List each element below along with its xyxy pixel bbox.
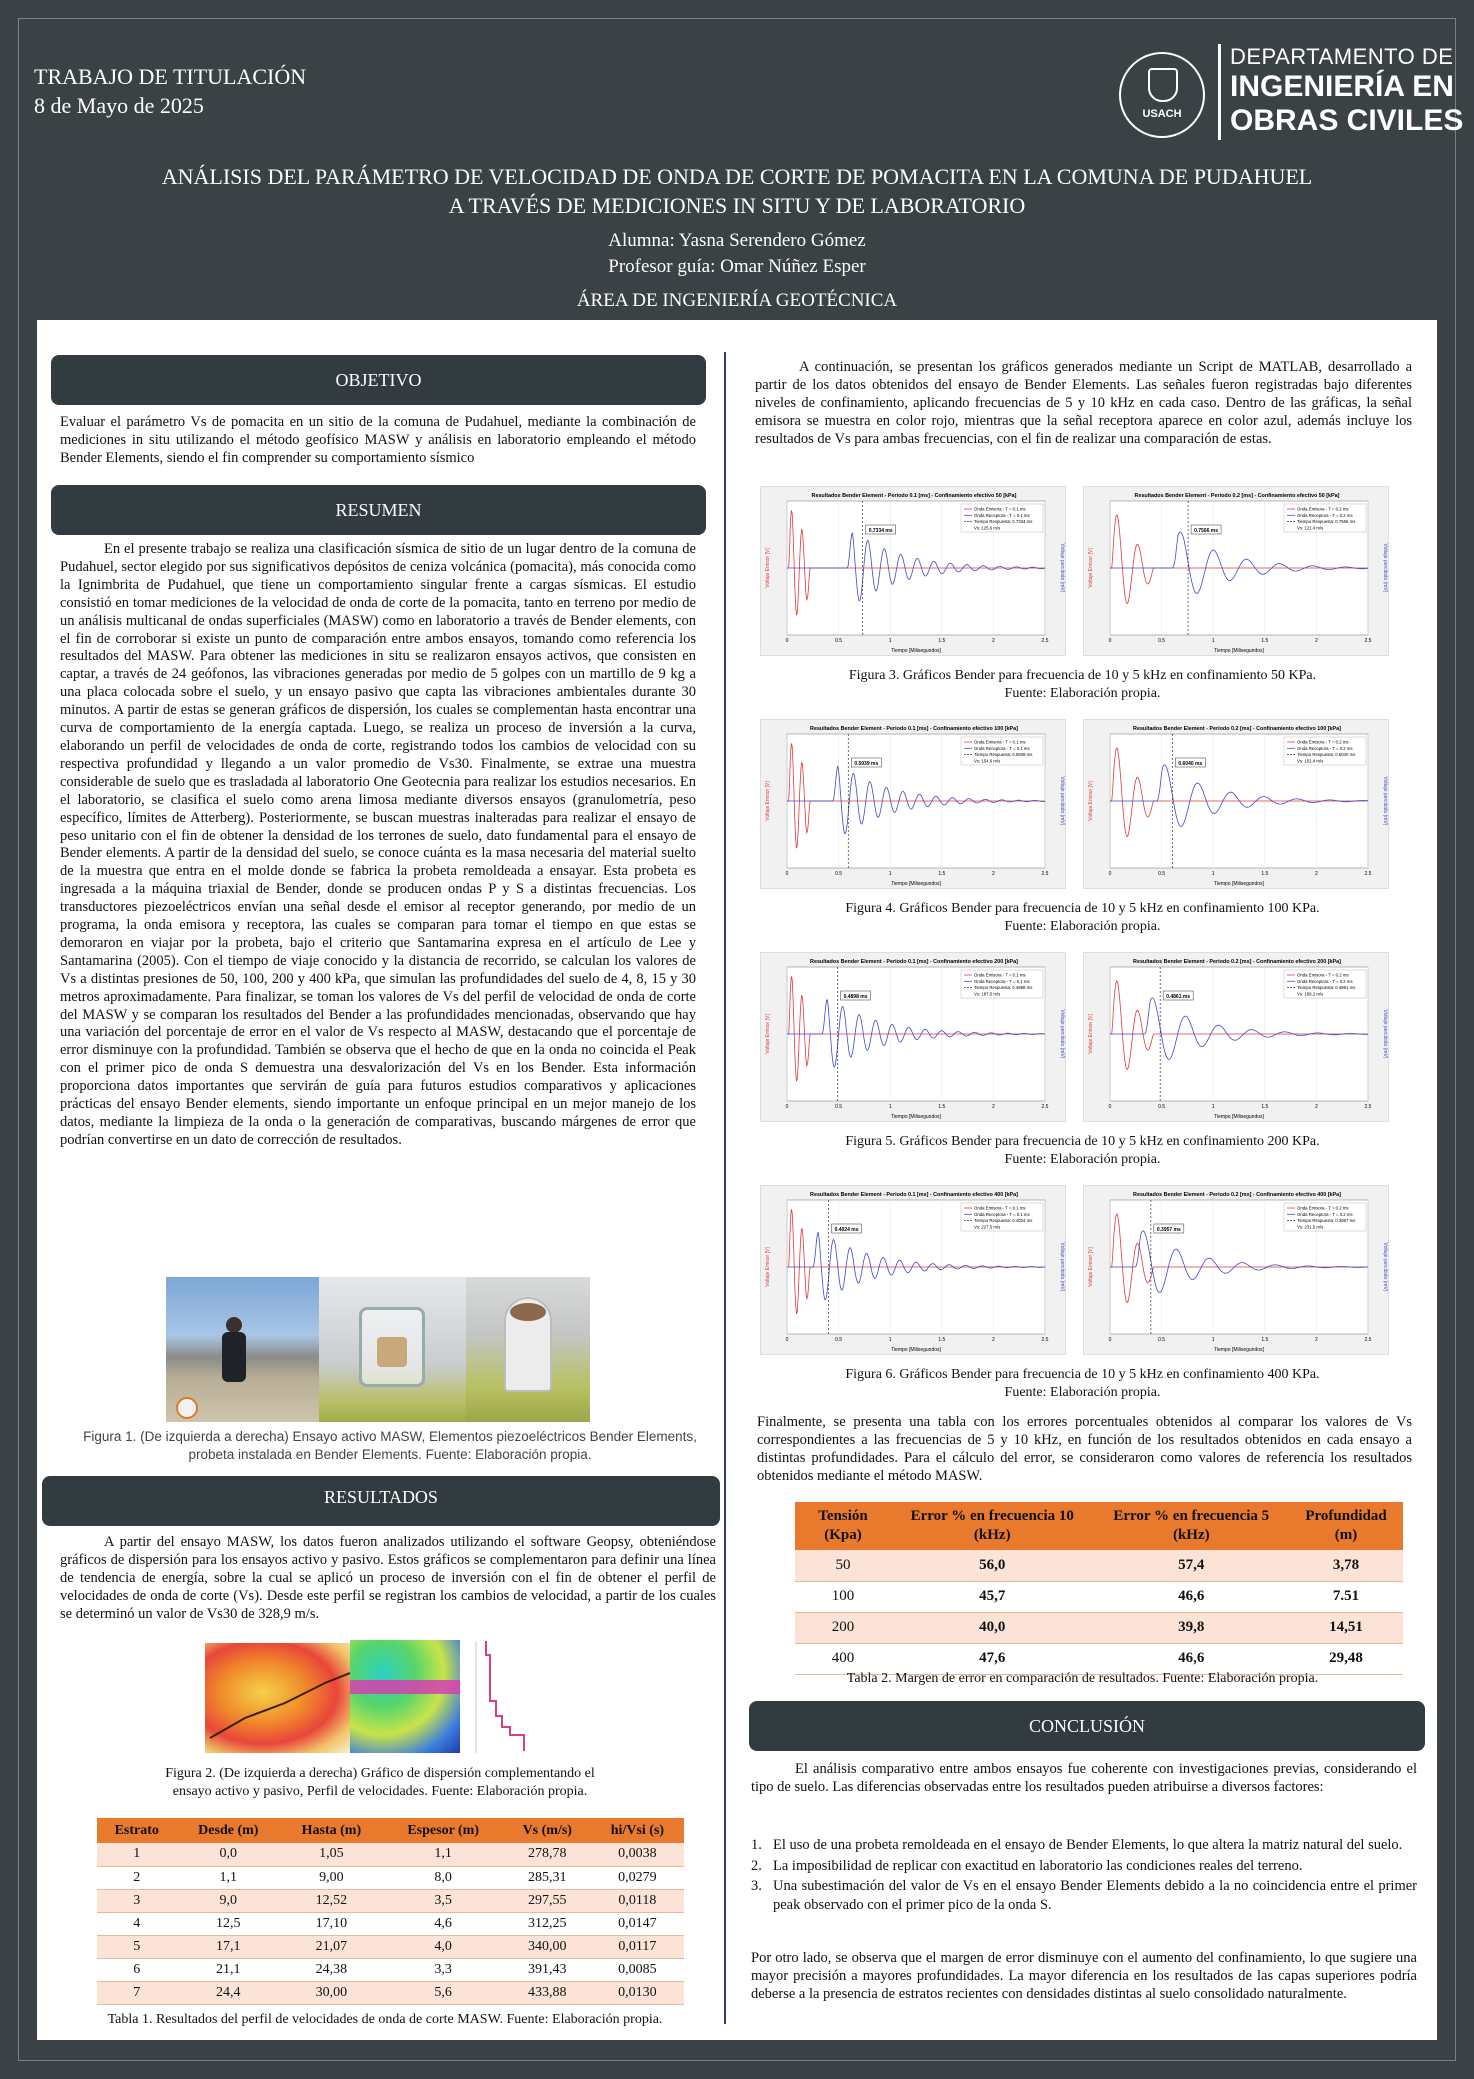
resultados-body: A partir del ensayo MASW, los datos fueron analizados utilizando el software Geopsy, obteniéndose gráficos de dispersión para los ensayos activo y pasivo. Estos gráficos se complementaron para definir una línea de tendencia de energía, sobre la cual se aplicó un proceso de inversión con el fin de obtener el perfil de velocidades de onda de corte (Vs). Desde este perfil se registran los cambios de velocidad, a partir de los cuales se determinó un valor de Vs30 de 328,9 m/s. (60, 1534, 716, 1622)
table1-header-cell: Estrato (97, 1818, 176, 1843)
conclusion-intro (751, 1761, 1417, 1797)
legend-entry: Tiempo Respuesta: 0.7566 ms (1297, 519, 1356, 525)
x-axis-label: Tiempo [Milisegundos] (1214, 881, 1264, 887)
legend-entry: Vs: 189.2 m/s (1297, 991, 1324, 997)
table-row (97, 1843, 684, 1866)
fig4-caption (760, 900, 1405, 936)
table2-header-cell: Error % en frecuencia 5 (kHz) (1094, 1502, 1290, 1550)
table2-cell: 14,51 (1289, 1612, 1403, 1643)
photo-masw-field (166, 1277, 319, 1422)
arrival-marker-label: 0.3957 ms (1156, 1227, 1181, 1233)
title-line-1: ANÁLISIS DEL PARÁMETRO DE VELOCIDAD DE ONDA DE CORTE DE POMACITA EN LA COMUNA DE PUDAHUEL (161, 164, 1313, 189)
fig5-caption-line-2: Fuente: Elaboración propia. (1004, 1152, 1161, 1167)
table1-cell: 9,00 (280, 1866, 383, 1889)
table1-cell: 340,00 (504, 1935, 591, 1958)
x-tick-label: 2 (1315, 871, 1318, 877)
x-tick-label: 0.5 (1158, 1337, 1166, 1343)
photo-piezo-elements (319, 1277, 466, 1422)
x-tick-label: 1.5 (938, 1104, 946, 1110)
table1-cell: 24,4 (176, 1981, 280, 2004)
x-tick-label: 0.5 (1158, 638, 1166, 644)
y-axis-label-right: Voltaje percibido (mV) (1382, 543, 1388, 593)
conclusion-intro-body: El análisis comparativo entre ambos ensayos fue coherente con investigaciones previas, considerando el tipo de suelo. Las diferencias observadas entre los resultados pueden atribuirse a diversos factores: (751, 1761, 1417, 1795)
fig6-caption-line-2: Fuente: Elaboración propia. (1004, 1385, 1161, 1400)
table2-cell: 200 (795, 1612, 891, 1643)
table-row (795, 1581, 1403, 1612)
list-item-text: La imposibilidad de replicar con exactitud en laboratorio las condiciones reales del terreno. (773, 1857, 1303, 1874)
table1-cell: 3 (97, 1889, 176, 1912)
x-axis-label: Tiempo [Milisegundos] (1214, 1347, 1264, 1353)
area-label: ÁREA DE INGENIERÍA GEOTÉCNICA (576, 290, 898, 311)
legend-entry: Onda Receptora - T = 0.2 ms (1297, 1211, 1353, 1217)
table-row (97, 1958, 684, 1981)
x-tick-label: 0 (1108, 1337, 1112, 1343)
table1-cell: 4 (97, 1912, 176, 1935)
table1-header-cell: Desde (m) (176, 1818, 280, 1843)
legend-entry: Tiempo Respuesta: 0.3957 ms (1297, 1218, 1356, 1224)
x-tick-label: 0 (785, 1337, 789, 1343)
masw-velocity-table (97, 1818, 684, 2005)
y-axis-label-right: Voltaje percibido (mV) (1059, 776, 1065, 826)
table1-cell: 4,0 (383, 1935, 504, 1958)
x-tick-label: 2 (1315, 1104, 1318, 1110)
legend-entry: Tiempo Respuesta: 0.7334 ms (974, 519, 1033, 525)
dispersion-passive-image (350, 1640, 460, 1753)
table2-cell: 29,48 (1289, 1643, 1403, 1674)
date-label: 8 de Mayo de 2025 (34, 93, 204, 118)
x-tick-label: 0.5 (1158, 1104, 1166, 1110)
table1-cell: 8,0 (383, 1866, 504, 1889)
y-axis-label-right: Voltaje percibido (mV) (1382, 1242, 1388, 1292)
bender-chart (1083, 1185, 1389, 1355)
list-number: 1. (751, 1837, 762, 1853)
bender-chart (760, 952, 1066, 1122)
table-row (97, 1981, 684, 2004)
conclusion-heading: CONCLUSIÓN (749, 1701, 1425, 1751)
conclusion-list (751, 1836, 1417, 1916)
student-name: Alumna: Yasna Serendero Gómez (608, 230, 866, 251)
list-number: 2. (751, 1857, 762, 1874)
table1-header-cell: Hasta (m) (280, 1818, 383, 1843)
usach-logo (1119, 52, 1205, 138)
resultados-heading: RESULTADOS (42, 1476, 720, 1526)
fig2-caption-line-1: Figura 2. (De izquierda a derecha) Gráfico de dispersión complementando el (165, 1766, 595, 1781)
legend-entry: Tiempo Respuesta: 0.4861 ms (1297, 985, 1356, 991)
table1-cell: 17,10 (280, 1912, 383, 1935)
objetivo-heading: OBJETIVO (51, 355, 706, 405)
title-line-2: A TRAVÉS DE MEDICIONES IN SITU Y DE LABORATORIO (448, 193, 1026, 218)
resumen-body: En el presente trabajo se realiza una clasificación sísmica de sitio de un lugar dentro de la comuna de Pudahuel, sector elegido por sus significativos depósitos de ceniza volcánica (pomacita), más conocida como la Ignimbrita de Pudahuel, que tiene un comportamiento singular frente a cargas sísmicas. El estudio consistió en tomar mediciones de la velocidad de onda de corte de la pomacita, tanto en terreno por medio de un análisis multicanal de ondas superficiales (MASW) como en laboratorio a través de Bender elements, con el fin de corroborar si existe un punto de comparación entre ambos ensayos, tomando como referencia los resultados del MASW. Para obtener las mediciones in situ se realizaron ensayos activos, que consisten en captar, a través de 24 geófonos, las vibraciones generadas por medio de 5 golpes con un martillo de 9 kg a una placa colocada sobre el suelo, y un ensayo pasivo que capta las vibraciones ambientales durante 30 minutos. A partir de estas se generan gráficos de dispersión, los cuales se complementan hasta encontrar una curva de comportamiento de la energía captada. Luego, se realiza un proceso de inversión a la curva, elaborando un perfil de velocidades de onda de corte, registrando todos los cambios de velocidad con su respectiva profundidad y llegando a un valor promedio de Vs30. Finalmente, se extrae una muestra considerable de suelo que es trasladada al laboratorio One Geotecnia para realizar los estudios necesarios. En el laboratorio, se clasifica el suelo como arena limosa mediante diversos ensayos (granulometría, peso específico, límites de Atterberg). Posteriormente, se buscan muestras inalteradas para realizar el ensayo de peso unitario con el fin de obtener la densidad de los terrones de suelo, dato fundamental para el ensayo de Bender elements. A partir de la densidad del suelo, se conoce cuánta es la masa necesaria del material suelto de la muestra que entra en el molde donde se fabrica la probeta remoldeada a ensayar. Esta probeta es ingresada a la máquina triaxial de Bender, donde se producen ondas P y S a distintas frecuencias. Los transductores piezoeléctricos envían una señal desde el emisor al receptor generando, por medio de un programa, la onda emisora y receptora, las cuales se comparan para tomar el tiempo en que estas se demoraron en viajar por la probeta, bajo el criterio que Santamarina expresa en el artículo de Lee y Santamarina (2005). Con el tiempo de viaje conocido y la distancia de recorrido, se calculan los valores de Vs a distintas presiones de 50, 100, 200 y 400 kPa, que simulan las profundidades del suelo de 4, 8, 15 y 30 metros aproximadamente. Para finalizar, se toman los valores de Vs del perfil de velocidad de onda de corte del MASW y se comparan los resultados del Bender a las profundidades mencionadas, observando que hay una variación del porcentaje de error en el valor de Vs respecto al MASW, destacando que el porcentaje de error disminuye con la profundidad. También se observa que el hecho de que en la onda no coincida el Peak con el primer pico de onda S demuestra una desvalorización del Vs en los Bender. Esta información proporciona datos importantes que servirán de guía para futuros estudios comparativos y aplicaciones prácticas del ensayo Bender elements, siendo importante un enfoque principal en un mejor manejo de los datos, mediante la limpieza de la onda o la generación de comparativas, buscando márgenes de error que podrían convertirse en un dato de corrección de resultados. (60, 541, 696, 1148)
x-tick-label: 2.5 (1364, 1104, 1372, 1110)
list-item (751, 1857, 1417, 1876)
chart-title: Resultados Bender Element - Periodo 0.1 [ms] - Confinamiento efectivo 50 [kPa] (811, 493, 1017, 499)
x-axis-label: Tiempo [Milisegundos] (1214, 648, 1264, 654)
table2-cell: 39,8 (1094, 1612, 1290, 1643)
table-row (795, 1612, 1403, 1643)
legend-entry: Onda Emisora - T = 0.1 ms (974, 972, 1026, 978)
x-tick-label: 1 (888, 1104, 892, 1110)
table1-cell: 1,1 (176, 1866, 280, 1889)
legend-entry: Vs: 152.4 m/s (1297, 758, 1324, 764)
legend-entry: Vs: 154.6 m/s (974, 758, 1001, 764)
chart-title: Resultados Bender Element - Periodo 0.1 [ms] - Confinamiento efectivo 200 [kPa] (810, 959, 1018, 965)
bender-chart (1083, 719, 1389, 889)
advisor-name: Profesor guía: Omar Núñez Esper (608, 256, 866, 277)
x-tick-label: 1.5 (938, 871, 946, 877)
table1-cell: 1 (97, 1843, 176, 1866)
y-axis-label-right: Voltaje percibido (mV) (1059, 1242, 1065, 1292)
y-axis-label-left: Voltaje Emisor [V] (1088, 1247, 1094, 1287)
table-row (97, 1889, 684, 1912)
table2-cell: 47,6 (891, 1643, 1094, 1674)
x-tick-label: 0 (785, 871, 789, 877)
legend-entry: Onda Emisora - T = 0.2 ms (1297, 739, 1349, 745)
legend-entry: Onda Receptora - T = 0.1 ms (974, 512, 1030, 518)
x-tick-label: 0.5 (835, 638, 843, 644)
list-item-text: El uso de una probeta remoldeada en el ensayo de Bender Elements, lo que altera la matriz natural del suelo. (773, 1837, 1403, 1853)
arrival-marker-label: 0.4861 ms (1166, 994, 1191, 1000)
table1-cell: 6 (97, 1958, 176, 1981)
bender-chart (760, 719, 1066, 889)
x-tick-label: 2 (992, 1337, 995, 1343)
dept-line-1: DEPARTAMENTO DE (1230, 44, 1454, 69)
fig5-caption-line-1: Figura 5. Gráficos Bender para frecuencia de 10 y 5 kHz en confinamiento 200 KPa. (845, 1134, 1320, 1149)
x-tick-label: 0 (785, 1104, 789, 1110)
list-item-text: Una subestimación del valor de Vs en el ensayo Bender Elements debido a la no coincidencia entre el primer peak observado con el primer pico de la onda S. (773, 1878, 1417, 1913)
table1-header-cell: Vs (m/s) (504, 1818, 591, 1843)
x-tick-label: 2.5 (1041, 1337, 1049, 1343)
table1-cell: 5,6 (383, 1981, 504, 2004)
table2-cell: 56,0 (891, 1550, 1094, 1581)
table1-cell: 9,0 (176, 1889, 280, 1912)
fig3-caption-line-1: Figura 3. Gráficos Bender para frecuencia de 10 y 5 kHz en confinamiento 50 KPa. (848, 668, 1317, 683)
table2-cell: 50 (795, 1550, 891, 1581)
x-tick-label: 1 (888, 871, 892, 877)
table1-cell: 0,0118 (591, 1889, 684, 1912)
table1-cell: 24,38 (280, 1958, 383, 1981)
list-item (751, 1877, 1417, 1914)
x-tick-label: 2.5 (1364, 638, 1372, 644)
x-tick-label: 1 (1211, 1337, 1215, 1343)
x-tick-label: 2.5 (1041, 638, 1049, 644)
x-axis-label: Tiempo [Milisegundos] (1214, 1114, 1264, 1120)
x-tick-label: 1 (888, 638, 892, 644)
x-axis-label: Tiempo [Milisegundos] (891, 648, 941, 654)
y-axis-label-left: Voltaje Emisor [V] (765, 1247, 771, 1287)
velocity-profile-chart (472, 1641, 552, 1753)
legend-entry: Vs: 121.4 m/s (1297, 525, 1324, 531)
header-left (34, 62, 306, 120)
chart-title: Resultados Bender Element - Periodo 0.2 [ms] - Confinamiento efectivo 50 [kPa] (1134, 493, 1340, 499)
fig3-caption-line-2: Fuente: Elaboración propia. (1004, 686, 1161, 701)
table1-header-cell: hi/Vsi (s) (591, 1818, 684, 1843)
x-tick-label: 0 (1108, 1104, 1112, 1110)
y-axis-label-left: Voltaje Emisor [V] (765, 1014, 771, 1054)
table2-header-cell: Profundidad (m) (1289, 1502, 1403, 1550)
table2-cell: 100 (795, 1581, 891, 1612)
arrival-marker-label: 0.6040 ms (1178, 761, 1203, 767)
x-tick-label: 1.5 (1261, 871, 1269, 877)
table1-cell: 278,78 (504, 1843, 591, 1866)
table1-caption: Tabla 1. Resultados del perfil de velocidades de onda de corte MASW. Fuente: Elaboración propia. (107, 2012, 663, 2027)
photo-probeta-bender (466, 1277, 590, 1422)
fig6-caption (760, 1366, 1405, 1402)
table1-cell: 5 (97, 1935, 176, 1958)
fig3-caption (760, 667, 1405, 703)
y-axis-label-right: Voltaje percibido (mV) (1382, 776, 1388, 826)
fig6-caption-line-1: Figura 6. Gráficos Bender para frecuencia de 10 y 5 kHz en confinamiento 400 KPa. (845, 1367, 1320, 1382)
fig5-caption (760, 1133, 1405, 1169)
table1-cell: 3,3 (383, 1958, 504, 1981)
table1-cell: 1,05 (280, 1843, 383, 1866)
chart-title: Resultados Bender Element - Periodo 0.2 [ms] - Confinamiento efectivo 400 [kPa] (1133, 1192, 1341, 1198)
x-tick-label: 2 (992, 871, 995, 877)
table-row (97, 1935, 684, 1958)
x-tick-label: 1 (1211, 871, 1215, 877)
poster-title (0, 162, 1474, 220)
right-intro-text (755, 359, 1412, 449)
x-tick-label: 2.5 (1364, 871, 1372, 877)
table2-cell: 46,6 (1094, 1643, 1290, 1674)
table1-cell: 7 (97, 1981, 176, 2004)
table1-cell: 285,31 (504, 1866, 591, 1889)
legend-entry: Onda Emisora - T = 0.1 ms (974, 506, 1026, 512)
department-logo-text (1230, 46, 1463, 136)
right-intro-body: A continuación, se presentan los gráficos generados mediante un Script de MATLAB, desarrollado a partir de los datos obtenidos del ensayo de Bender Elements. Las señales fueron registradas bajo diferentes niveles de confinamiento, aplicando frecuencias de 5 y 10 kHz en cada caso. Dentro de las gráficas, la señal emisora se muestra en color rojo, mientras que la señal receptora aparece en color azul, además incluye los resultados de Vs para ambas frecuencias, con el fin de realizar una comparación de estas. (755, 359, 1412, 447)
bender-chart (1083, 486, 1389, 656)
legend-entry: Vs: 227.5 m/s (974, 1224, 1001, 1230)
dept-line-3: OBRAS CIVILES (1230, 104, 1464, 137)
legend-entry: Vs: 125.6 m/s (974, 525, 1001, 531)
legend-entry: Onda Receptora - T = 0.2 ms (1297, 978, 1353, 984)
dept-line-2: INGENIERÍA EN (1230, 70, 1454, 103)
bender-chart (1083, 952, 1389, 1122)
x-tick-label: 0.5 (835, 1337, 843, 1343)
program-label: TRABAJO DE TITULACIÓN (34, 64, 307, 89)
x-tick-label: 0 (785, 638, 789, 644)
list-item (751, 1836, 1417, 1855)
x-tick-label: 2.5 (1041, 871, 1049, 877)
x-tick-label: 1.5 (938, 638, 946, 644)
chart-title: Resultados Bender Element - Periodo 0.1 [ms] - Confinamiento efectivo 400 [kPa] (810, 1192, 1018, 1198)
table1-cell: 0,0130 (591, 1981, 684, 2004)
y-axis-label-left: Voltaje Emisor [V] (1088, 548, 1094, 588)
x-tick-label: 1.5 (1261, 638, 1269, 644)
table1-cell: 2 (97, 1866, 176, 1889)
table2-cell: 40,0 (891, 1612, 1094, 1643)
table2-cell: 45,7 (891, 1581, 1094, 1612)
y-axis-label-left: Voltaje Emisor [V] (1088, 1014, 1094, 1054)
logo-text: USACH (1142, 108, 1182, 120)
arrival-marker-label: 0.7334 ms (868, 528, 893, 534)
table1-cell: 3,5 (383, 1889, 504, 1912)
legend-entry: Onda Emisora - T = 0.1 ms (974, 1205, 1026, 1211)
table1-cell: 0,0279 (591, 1866, 684, 1889)
list-number: 3. (751, 1878, 762, 1894)
x-tick-label: 2 (1315, 638, 1318, 644)
legend-entry: Vs: 187.5 m/s (974, 991, 1001, 997)
legend-entry: Tiempo Respuesta: 0.4898 ms (974, 985, 1033, 991)
table-row (97, 1912, 684, 1935)
final-text: Finalmente, se presenta una tabla con los errores porcentuales obtenidos al comparar los valores de Vs correspondientes a las frecuencias de 5 y 10 kHz, en función de los resultados obtenidos en cada ensayo a distintas profundidades. Para el cálculo del error, se consideraron como valores de referencia los resultados obtenidos mediante el método MASW. (757, 1414, 1412, 1484)
table1-header-cell: Espesor (m) (383, 1818, 504, 1843)
legend-entry: Onda Receptora - T = 0.1 ms (974, 745, 1030, 751)
arrival-marker-label: 0.7566 ms (1194, 528, 1219, 534)
y-axis-label-left: Voltaje Emisor [V] (765, 548, 771, 588)
x-axis-label: Tiempo [Milisegundos] (891, 1114, 941, 1120)
resumen-text (60, 541, 696, 1150)
authors (0, 228, 1474, 280)
fig4-caption-line-1: Figura 4. Gráficos Bender para frecuencia de 10 y 5 kHz en confinamiento 100 KPa. (845, 901, 1320, 916)
fig2-caption-line-2: ensayo activo y pasivo, Perfil de velocidades. Fuente: Elaboración propia. (172, 1784, 588, 1799)
bender-chart (760, 486, 1066, 656)
table1-cell: 17,1 (176, 1935, 280, 1958)
x-tick-label: 2.5 (1041, 1104, 1049, 1110)
table2-header-cell: Error % en frecuencia 10 (kHz) (891, 1502, 1094, 1550)
fig4-caption-line-2: Fuente: Elaboración propia. (1004, 919, 1161, 934)
x-tick-label: 0.5 (1158, 871, 1166, 877)
legend-entry: Onda Receptora - T = 0.2 ms (1297, 512, 1353, 518)
resumen-heading: RESUMEN (51, 485, 706, 535)
column-divider (724, 352, 726, 2024)
legend-entry: Onda Receptora - T = 0.2 ms (1297, 745, 1353, 751)
table1-cell: 1,1 (383, 1843, 504, 1866)
objetivo-text: Evaluar el parámetro Vs de pomacita en un sitio de la comuna de Pudahuel, mediante la combinación de mediciones in situ utilizando el método geofísico MASW y análisis en laboratorio empleando el método Bender Elements, siendo el fin comprender su comportamiento sísmico (60, 414, 696, 466)
chart-title: Resultados Bender Element - Periodo 0.2 [ms] - Confinamiento efectivo 100 [kPa] (1133, 726, 1341, 732)
table1-cell: 21,07 (280, 1935, 383, 1958)
x-tick-label: 2 (992, 638, 995, 644)
fig2-caption (100, 1765, 660, 1801)
chart-title: Resultados Bender Element - Periodo 0.2 [ms] - Confinamiento efectivo 200 [kPa] (1133, 959, 1341, 965)
table-row (795, 1550, 1403, 1581)
table1-cell: 12,5 (176, 1912, 280, 1935)
table1-cell: 12,52 (280, 1889, 383, 1912)
legend-entry: Vs: 231.5 m/s (1297, 1224, 1324, 1230)
table2-cell: 57,4 (1094, 1550, 1290, 1581)
table1-cell: 0,0147 (591, 1912, 684, 1935)
x-tick-label: 1.5 (1261, 1104, 1269, 1110)
x-tick-label: 0 (1108, 638, 1112, 644)
arrival-marker-label: 0.4898 ms (843, 994, 868, 1000)
table1-cell: 391,43 (504, 1958, 591, 1981)
table2-header-cell: Tensión (Kpa) (795, 1502, 891, 1550)
x-tick-label: 2.5 (1364, 1337, 1372, 1343)
x-axis-label: Tiempo [Milisegundos] (891, 1347, 941, 1353)
legend-entry: Tiempo Respuesta: 0.6040 ms (1297, 752, 1356, 758)
x-tick-label: 2 (1315, 1337, 1318, 1343)
y-axis-label-left: Voltaje Emisor [V] (765, 781, 771, 821)
chart-title: Resultados Bender Element - Periodo 0.1 [ms] - Confinamiento efectivo 100 [kPa] (810, 726, 1018, 732)
table1-cell: 21,1 (176, 1958, 280, 1981)
y-axis-label-right: Voltaje percibido (mV) (1059, 1009, 1065, 1059)
table1-cell: 297,55 (504, 1889, 591, 1912)
bender-chart (760, 1185, 1066, 1355)
table1-cell: 0,0085 (591, 1958, 684, 1981)
x-tick-label: 1.5 (938, 1337, 946, 1343)
arrival-marker-label: 0.4024 ms (834, 1227, 859, 1233)
table2-cell: 46,6 (1094, 1581, 1290, 1612)
x-tick-label: 1 (1211, 1104, 1215, 1110)
legend-entry: Onda Emisora - T = 0.2 ms (1297, 972, 1349, 978)
legend-entry: Onda Emisora - T = 0.2 ms (1297, 1205, 1349, 1211)
x-tick-label: 1 (888, 1337, 892, 1343)
table-row (97, 1866, 684, 1889)
shield-icon (1148, 68, 1178, 102)
x-tick-label: 1.5 (1261, 1337, 1269, 1343)
x-tick-label: 1 (1211, 638, 1215, 644)
dispersion-active-image (205, 1643, 350, 1753)
x-tick-label: 0.5 (835, 1104, 843, 1110)
x-tick-label: 2 (992, 1104, 995, 1110)
table1-cell: 0,0038 (591, 1843, 684, 1866)
table1-cell: 0,0 (176, 1843, 280, 1866)
table2-caption: Tabla 2. Margen de error en comparación de resultados. Fuente: Elaboración propia. (846, 1671, 1319, 1686)
y-axis-label-right: Voltaje percibido (mV) (1382, 1009, 1388, 1059)
x-axis-label: Tiempo [Milisegundos] (891, 881, 941, 887)
table1-cell: 4,6 (383, 1912, 504, 1935)
y-axis-label-left: Voltaje Emisor [V] (1088, 781, 1094, 821)
table1-cell: 312,25 (504, 1912, 591, 1935)
logo-divider (1218, 44, 1221, 140)
table1-cell: 433,88 (504, 1981, 591, 2004)
legend-entry: Onda Emisora - T = 0.1 ms (974, 739, 1026, 745)
legend-entry: Tiempo Respuesta: 0.4024 ms (974, 1218, 1033, 1224)
resultados-text (60, 1534, 716, 1624)
x-tick-label: 0.5 (835, 871, 843, 877)
fig1-caption: Figura 1. (De izquierda a derecha) Ensayo activo MASW, Elementos piezoeléctricos Bender Elements, probeta instalada en Bender Elements. Fuente: Elaboración propia. (83, 1429, 697, 1462)
legend-entry: Onda Receptora - T = 0.1 ms (974, 1211, 1030, 1217)
table1-cell: 30,00 (280, 1981, 383, 2004)
legend-entry: Onda Receptora - T = 0.1 ms (974, 978, 1030, 984)
conclusion-closing: Por otro lado, se observa que el margen de error disminuye con el aumento del confinamiento, lo que sugiere una mayor precisión a mayores profundidades. La mayor diferencia en los resultados de las capas superiores podría deberse a la presencia de estratos recientes con densidades distintas al suelo consolidado naturalmente. (751, 1950, 1417, 2002)
legend-entry: Onda Emisora - T = 0.2 ms (1297, 506, 1349, 512)
error-table (795, 1502, 1403, 1675)
x-tick-label: 0 (1108, 871, 1112, 877)
table2-cell: 400 (795, 1643, 891, 1674)
legend-entry: Tiempo Respuesta: 0.5939 ms (974, 752, 1033, 758)
table2-cell: 7.51 (1289, 1581, 1403, 1612)
y-axis-label-right: Voltaje percibido (mV) (1059, 543, 1065, 593)
table1-cell: 0,0117 (591, 1935, 684, 1958)
table2-cell: 3,78 (1289, 1550, 1403, 1581)
arrival-marker-label: 0.5939 ms (854, 761, 879, 767)
